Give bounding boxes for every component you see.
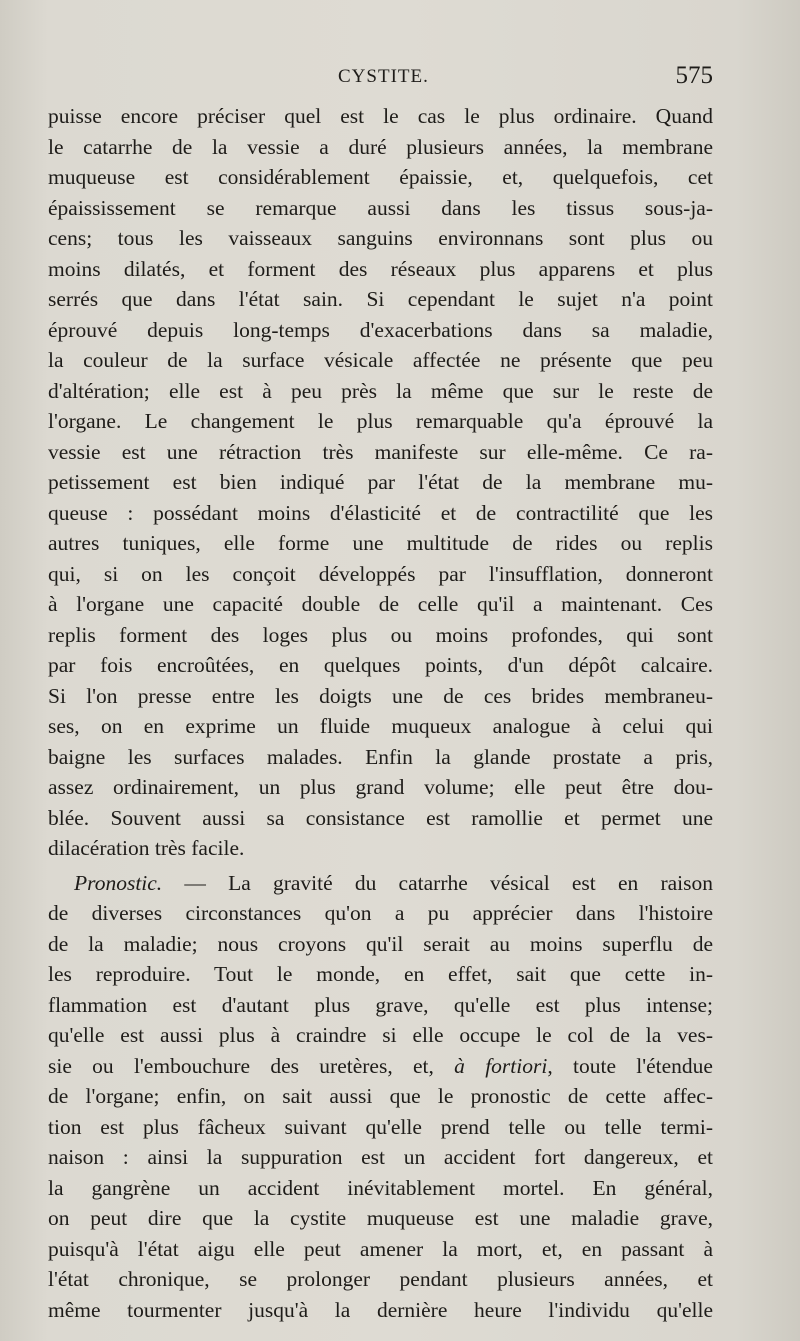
text-line: ses, on en exprime un fluide muqueux analogue à celui qui: [48, 714, 713, 738]
page-number: 575: [675, 62, 713, 89]
section-heading: Pronostic.: [74, 870, 163, 895]
text-line: petissement est bien indiqué par l'état de la membrane mu-: [48, 470, 713, 494]
text-line: assez ordinairement, un plus grand volume; elle peut être dou-: [48, 775, 713, 799]
text-line: qui, si on les conçoit développés par l'insufflation, donneront: [48, 561, 713, 586]
latin-phrase: à fortiori: [454, 1053, 548, 1078]
text-line: cens; tous les vaisseaux sanguins environnans sont plus ou: [48, 226, 713, 250]
text-line: l'état chronique, se prolonger pendant plusieurs années, et: [48, 1267, 713, 1291]
text-line: Si l'on presse entre les doigts une de ces brides membraneu-: [48, 683, 713, 708]
text-line: sie ou l'embouchure des uretères, et, à fortiori, toute l'étendue: [48, 1053, 713, 1078]
paragraph-description: [48, 101, 713, 864]
text-line: tion est plus fâcheux suivant qu'elle prend telle ou telle termi-: [48, 1114, 713, 1139]
body-text: [48, 101, 713, 1325]
text-line: dilacération très facile.: [48, 836, 245, 860]
text-line: épaississement se remarque aussi dans les tissus sous-ja-: [48, 195, 713, 220]
text-line: puisse encore préciser quel est le cas le plus ordinaire. Quand: [48, 104, 713, 128]
text-line: les reproduire. Tout le monde, en effet, sait que cette in-: [48, 962, 713, 986]
text-line: Pronostic. — La gravité du catarrhe vésical est en raison: [74, 870, 713, 895]
running-title: CYSTITE.: [338, 66, 429, 87]
page-header: [48, 62, 713, 96]
text-line: de diverses circonstances qu'on a pu apprécier dans l'histoire: [48, 901, 713, 925]
text-line: le catarrhe de la vessie a duré plusieurs années, la membrane: [48, 134, 713, 159]
text-line: serrés que dans l'état sain. Si cependant le sujet n'a point: [48, 287, 713, 311]
text-line: replis forment des loges plus ou moins profondes, qui sont: [48, 622, 713, 647]
text-line: éprouvé depuis long-temps d'exacerbations dans sa maladie,: [48, 317, 713, 342]
text-line: la gangrène un accident inévitablement mortel. En général,: [48, 1175, 713, 1200]
paragraph-prognosis: [48, 868, 713, 1326]
text-line: autres tuniques, elle forme une multitude de rides ou replis: [48, 531, 713, 555]
text-line: de l'organe; enfin, on sait aussi que le pronostic de cette affec-: [48, 1084, 713, 1108]
text-line: on peut dire que la cystite muqueuse est une maladie grave,: [48, 1206, 713, 1230]
text-line: blée. Souvent aussi sa consistance est ramollie et permet une: [48, 805, 713, 830]
text-line: même tourmenter jusqu'à la dernière heure l'individu qu'elle: [48, 1297, 713, 1322]
text-line: à l'organe une capacité double de celle qu'il a maintenant. Ces: [48, 592, 713, 616]
text-line: de la maladie; nous croyons qu'il serait au moins superflu de: [48, 931, 713, 956]
text-line: muqueuse est considérablement épaissie, et, quelquefois, cet: [48, 165, 713, 189]
text-line: baigne les surfaces malades. Enfin la glande prostate a pris,: [48, 744, 713, 769]
text-line: puisqu'à l'état aigu elle peut amener la mort, et, en passant à: [48, 1236, 713, 1261]
text-line: par fois encroûtées, en quelques points, d'un dépôt calcaire.: [48, 653, 713, 677]
text-line: qu'elle est aussi plus à craindre si elle occupe le col de la ves-: [48, 1023, 713, 1047]
text-line: moins dilatés, et forment des réseaux plus apparens et plus: [48, 256, 713, 281]
text-line: l'organe. Le changement le plus remarquable qu'a éprouvé la: [48, 409, 713, 433]
text-line: vessie est une rétraction très manifeste sur elle-même. Ce ra-: [48, 439, 713, 464]
text-line: la couleur de la surface vésicale affectée ne présente que peu: [48, 348, 713, 372]
text-line: naison : ainsi la suppuration est un accident fort dangereux, et: [48, 1145, 713, 1169]
text-line: d'altération; elle est à peu près la même que sur le reste de: [48, 378, 713, 403]
text-line: flammation est d'autant plus grave, qu'elle est plus intense;: [48, 992, 713, 1017]
text-line: queuse : possédant moins d'élasticité et de contractilité que les: [48, 500, 713, 525]
